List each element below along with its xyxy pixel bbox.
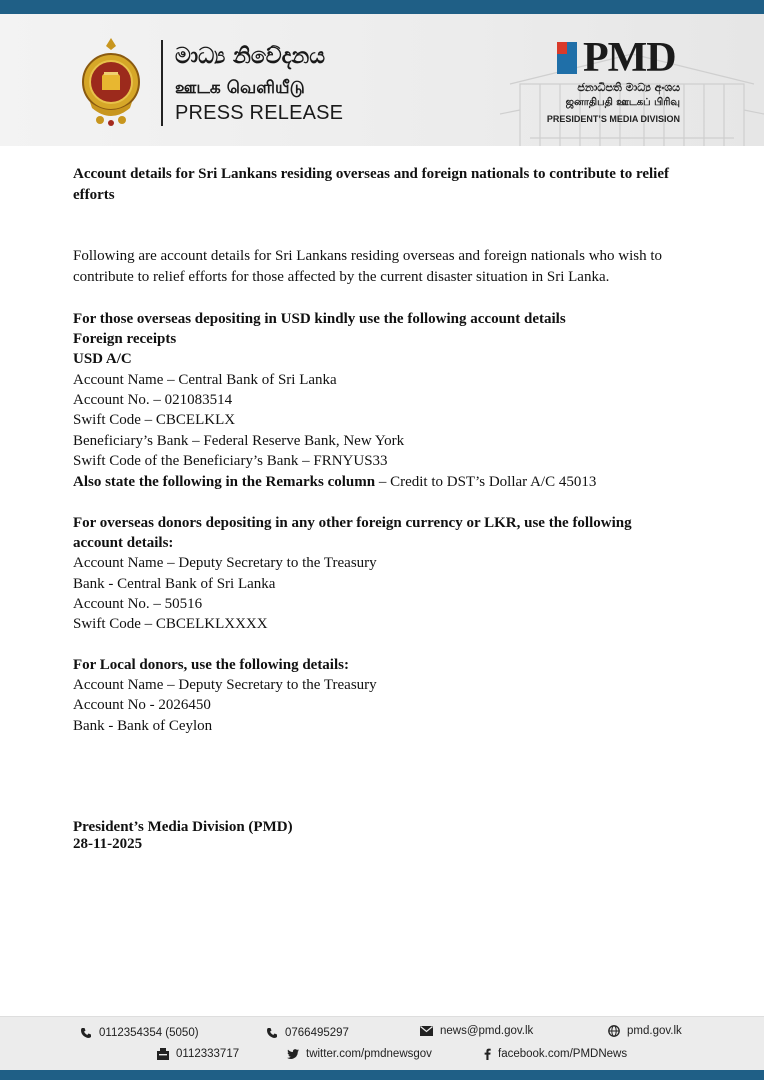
footer-fax-text: 0112333717 xyxy=(176,1048,240,1060)
footer-website[interactable] xyxy=(608,1025,682,1037)
footer-twitter-text: twitter.com/pmdnewsgov xyxy=(306,1048,432,1060)
twitter-icon xyxy=(287,1049,299,1059)
footer-website-text: pmd.gov.lk xyxy=(627,1025,682,1037)
pmd-logo-mark-icon xyxy=(557,42,577,74)
footer-email-text: news@pmd.gov.lk xyxy=(440,1025,534,1037)
footer-phone-2-text: 0766495297 xyxy=(285,1027,349,1039)
release-date: 28-11-2025 xyxy=(73,836,143,852)
other-swift-code: Swift Code – CBCELKLXXXX xyxy=(73,616,268,632)
other-account-no: Account No. – 50516 xyxy=(73,596,203,612)
footer-twitter[interactable] xyxy=(287,1048,432,1060)
intro-line-2: contribute to relief efforts for those affected by the current disaster situation in Sri Lanka. xyxy=(73,269,610,285)
globe-icon xyxy=(608,1025,620,1037)
footer-facebook[interactable] xyxy=(484,1048,627,1060)
other-currency-heading-line-2: account details: xyxy=(73,535,174,551)
usd-beneficiary-swift: Swift Code of the Beneficiary’s Bank – FRNYUS33 xyxy=(73,453,388,469)
usd-remarks-value: – Credit to DST’s Dollar A/C 45013 xyxy=(375,474,597,490)
pmd-english-name: PRESIDENT’S MEDIA DIVISION xyxy=(546,114,680,124)
mail-icon xyxy=(420,1026,433,1036)
usd-account-name: Account Name – Central Bank of Sri Lanka xyxy=(73,372,337,388)
doc-title-line-2: efforts xyxy=(73,187,115,203)
header-english-title: PRESS RELEASE xyxy=(175,102,344,124)
pmd-logo-text: PMD xyxy=(583,35,676,81)
local-donors-heading: For Local donors, use the following details: xyxy=(73,657,349,673)
usd-remarks xyxy=(73,472,596,492)
doc-title-line-1: Account details for Sri Lankans residing overseas and foreign nationals to contribute to relief xyxy=(73,166,669,182)
usd-remarks-label: Also state the following in the Remarks column xyxy=(73,474,376,490)
signature: President’s Media Division (PMD) xyxy=(73,819,293,835)
usd-account-no: Account No. – 021083514 xyxy=(73,392,233,408)
footer-phone-1-text: 0112354354 (5050) xyxy=(99,1027,199,1039)
phone-icon xyxy=(80,1027,92,1039)
local-account-no: Account No - 2026450 xyxy=(73,697,211,713)
bottom-accent-bar xyxy=(0,1070,764,1080)
other-currency-heading-line-1: For overseas donors depositing in any other foreign currency or LKR, use the following xyxy=(73,515,632,531)
usd-section-heading: For those overseas depositing in USD kindly use the following account details xyxy=(73,311,566,327)
footer-email[interactable] xyxy=(420,1025,533,1037)
footer-facebook-text: facebook.com/PMDNews xyxy=(498,1048,628,1060)
local-bank: Bank - Bank of Ceylon xyxy=(73,718,213,734)
top-accent-bar xyxy=(0,0,764,14)
footer-fax[interactable] xyxy=(157,1048,239,1060)
intro-line-1: Following are account details for Sri Lankans residing overseas and foreign nationals who wish to xyxy=(73,248,663,264)
usd-swift-code: Swift Code – CBCELKLX xyxy=(73,412,236,428)
usd-account-type: USD A/C xyxy=(73,351,132,367)
phone-icon xyxy=(266,1027,278,1039)
pmd-sinhala-name: ජනාධිපති මාධ්‍ය අංශය xyxy=(577,81,680,94)
fax-icon xyxy=(157,1048,169,1060)
footer-phone-1[interactable] xyxy=(80,1027,199,1039)
usd-foreign-receipts: Foreign receipts xyxy=(73,331,177,347)
other-bank: Bank - Central Bank of Sri Lanka xyxy=(73,576,276,592)
usd-beneficiary-bank: Beneficiary’s Bank – Federal Reserve Bank, New York xyxy=(73,433,405,449)
facebook-icon xyxy=(484,1048,491,1060)
footer-phone-2[interactable] xyxy=(266,1027,349,1039)
local-account-name: Account Name – Deputy Secretary to the Treasury xyxy=(73,677,377,693)
header-sinhala-title: මාධ්‍ය නිවේදනය xyxy=(175,44,326,69)
other-account-name: Account Name – Deputy Secretary to the Treasury xyxy=(73,555,377,571)
header-divider xyxy=(161,40,163,126)
national-emblem-icon xyxy=(80,36,142,128)
header-tamil-title: ஊடக வெளியீடு xyxy=(175,78,305,98)
letterhead xyxy=(0,14,764,146)
pmd-tamil-name: ஜனாதிபதி ஊடகப் பிரிவு xyxy=(565,97,680,108)
contact-footer xyxy=(0,1016,764,1071)
